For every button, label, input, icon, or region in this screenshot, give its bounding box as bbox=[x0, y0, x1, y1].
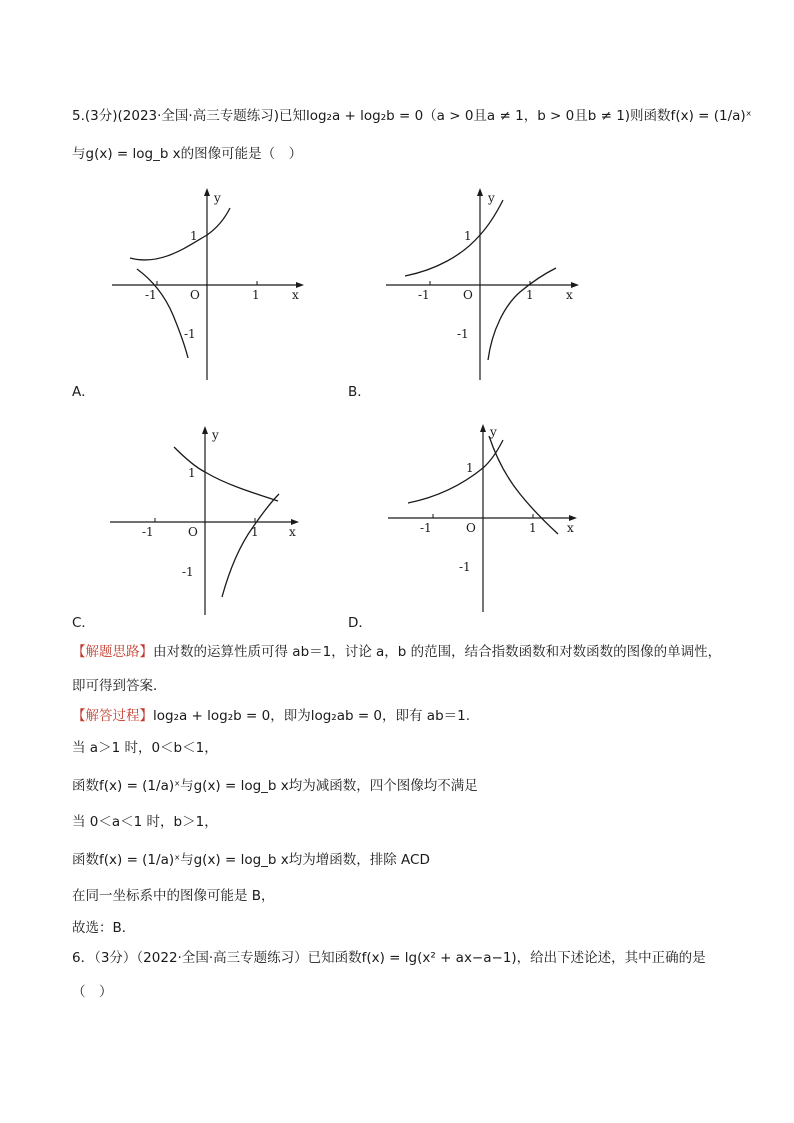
tick-1-y: 1 bbox=[188, 466, 196, 480]
process-text: log₂a + log₂b = 0，即为log₂ab = 0，即有 ab＝1. bbox=[153, 708, 471, 724]
tick-1-x: 1 bbox=[526, 288, 534, 302]
solution-process bbox=[72, 706, 470, 726]
q5-stem-line1: 5.(3分)(2023·全国·高三专题练习)已知log₂a + log₂b = 0（a > 0且a ≠ 1，b > 0且b ≠ 1)则函数f(x) = (1/a)ˣ bbox=[72, 108, 752, 124]
tick-neg1-x: -1 bbox=[145, 288, 157, 302]
origin-label: O bbox=[188, 525, 198, 539]
option-b-label: B． bbox=[348, 384, 371, 400]
case2-result: 函数f(x) = (1/a)ˣ与g(x) = log_b x均为增函数，排除 ACD bbox=[72, 852, 430, 868]
x-axis-label: x bbox=[567, 521, 574, 535]
tick-neg1-y: -1 bbox=[457, 327, 469, 341]
graph-d bbox=[382, 420, 587, 620]
origin-label: O bbox=[463, 288, 473, 302]
case2: 当 0＜a＜1 时，b＞1， bbox=[72, 814, 218, 830]
tick-neg1-y: -1 bbox=[459, 560, 471, 574]
tick-1-y: 1 bbox=[466, 461, 474, 475]
tick-neg1-x: -1 bbox=[418, 288, 430, 302]
case1: 当 a＞1 时，0＜b＜1， bbox=[72, 740, 218, 756]
x-axis-label: x bbox=[289, 525, 296, 539]
tick-neg1-x: -1 bbox=[142, 525, 154, 539]
idea-tag: 【解题思路】 bbox=[72, 644, 153, 660]
tick-neg1-y: -1 bbox=[182, 565, 194, 579]
process-tag: 【解答过程】 bbox=[72, 708, 153, 724]
y-axis-label: y bbox=[212, 428, 219, 442]
tick-1-x: 1 bbox=[529, 521, 537, 535]
tick-neg1-x: -1 bbox=[420, 521, 432, 535]
x-axis-label: x bbox=[292, 288, 299, 302]
option-a-label: A． bbox=[72, 384, 95, 400]
tick-1-y: 1 bbox=[464, 229, 472, 243]
q6-stem-line2: （ ） bbox=[72, 984, 113, 1000]
graph-c bbox=[104, 422, 309, 622]
solution-idea-line2: 即可得到答案． bbox=[72, 678, 167, 694]
conclusion: 在同一坐标系中的图像可能是 B， bbox=[72, 888, 275, 904]
q6-stem-line1: 6．（3分）（2022·全国·高三专题练习）已知函数f(x) = lg(x² + ax−a−1)，给出下述论述，其中正确的是 bbox=[72, 950, 706, 966]
y-axis-label: y bbox=[214, 191, 221, 205]
option-c-label: C． bbox=[72, 615, 95, 631]
y-axis-label: y bbox=[490, 425, 497, 439]
x-axis-label: x bbox=[566, 288, 573, 302]
origin-label: O bbox=[190, 288, 200, 302]
tick-1-y: 1 bbox=[190, 229, 198, 243]
case1-result: 函数f(x) = (1/a)ˣ与g(x) = log_b x均为减函数，四个图像均不满足 bbox=[72, 778, 478, 794]
option-d-label: D． bbox=[348, 615, 372, 631]
graph-a bbox=[105, 185, 310, 385]
graph-b bbox=[380, 185, 585, 385]
y-axis-label: y bbox=[488, 191, 495, 205]
tick-neg1-y: -1 bbox=[184, 327, 196, 341]
answer: 故选：B． bbox=[72, 920, 136, 936]
solution-idea bbox=[72, 642, 721, 662]
idea-text: 由对数的运算性质可得 ab＝1，讨论 a，b 的范围，结合指数函数和对数函数的图像的单调性， bbox=[153, 644, 722, 660]
tick-1-x: 1 bbox=[251, 525, 259, 539]
q5-stem-line2: 与g(x) = log_b x的图像可能是（ ） bbox=[72, 146, 303, 162]
origin-label: O bbox=[466, 521, 476, 535]
tick-1-x: 1 bbox=[252, 288, 260, 302]
